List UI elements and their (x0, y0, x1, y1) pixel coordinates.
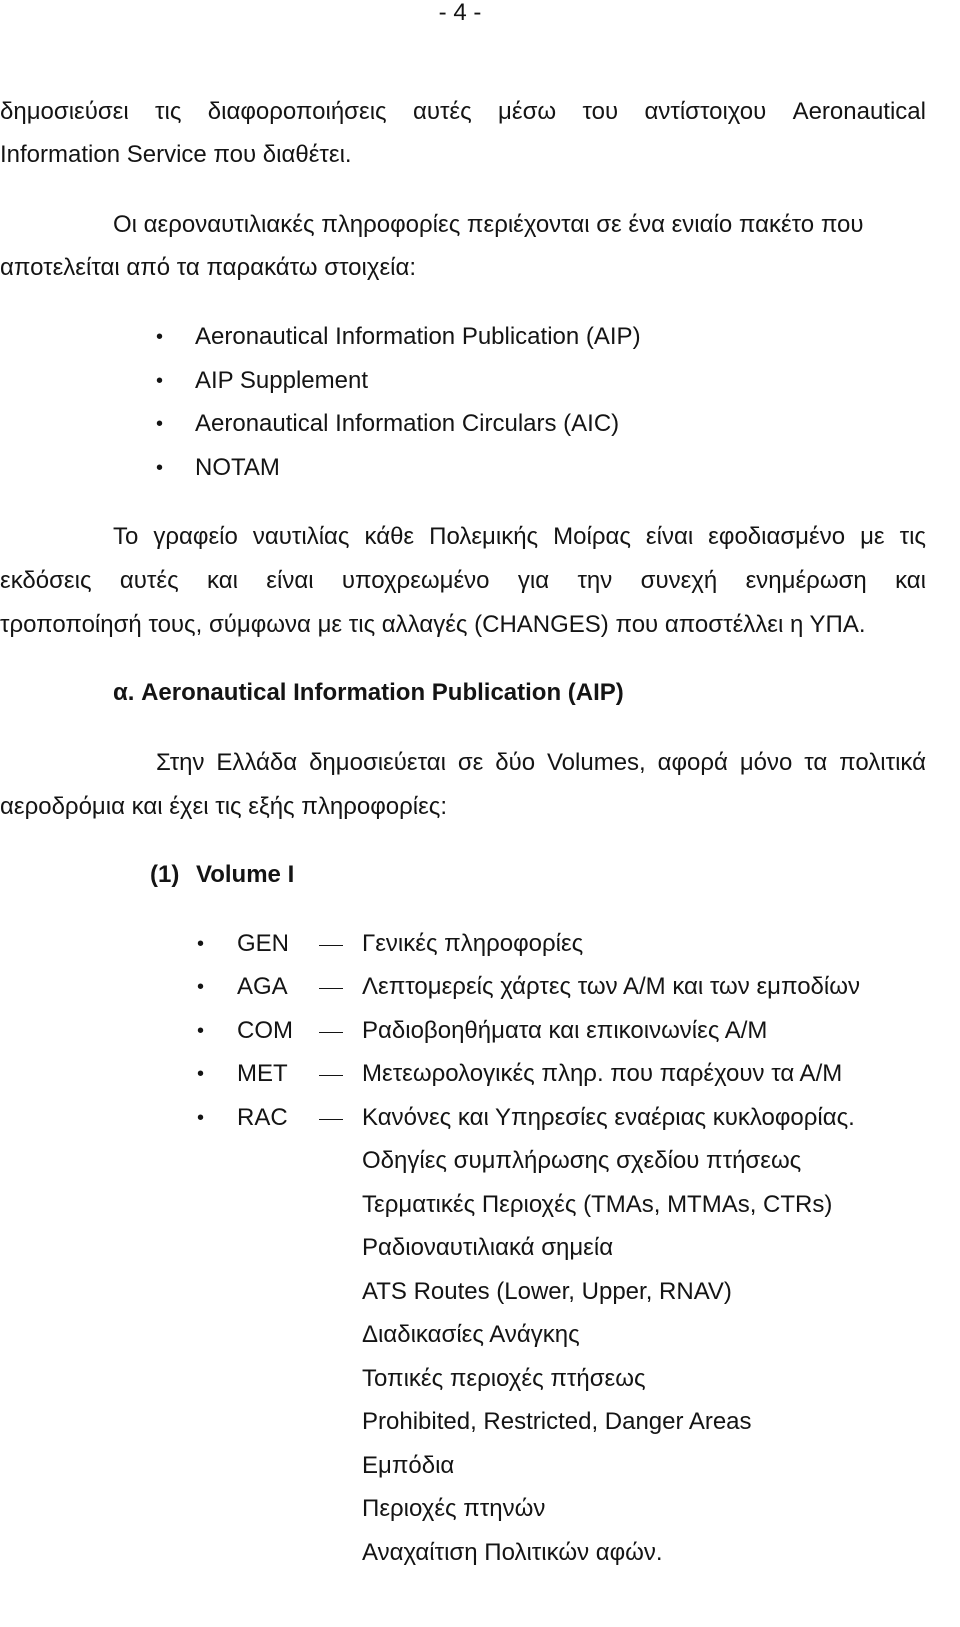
bullet: • (156, 326, 164, 348)
item-code: RAC (237, 1104, 288, 1131)
rac-detail-item: Περιοχές πτηνών (362, 1495, 546, 1522)
dash (319, 988, 343, 989)
paragraph3-line-2: εκδόσεις αυτές και είναι υποχρεωμένο για την συνεχή ενημέρωση και (0, 567, 926, 594)
list-item: Aeronautical Information Circulars (AIC) (195, 410, 620, 437)
bullet: • (197, 1020, 205, 1042)
rac-detail-item: Αναχαίτιση Πολιτικών αφών. (362, 1539, 663, 1566)
bullet: • (197, 933, 205, 955)
paragraph3-line-3: τροποποίησή τους, σύμφωνα με τις αλλαγές (CHANGES) που αποστέλλει η ΥΠΑ. (0, 611, 866, 638)
bullet: • (156, 370, 164, 392)
rac-detail-item: Τερματικές Περιοχές (TMAs, MTMAs, CTRs) (362, 1191, 833, 1218)
dash (319, 945, 343, 946)
bullet: • (197, 1107, 205, 1129)
rac-detail-item: Εμπόδια (362, 1452, 455, 1479)
rac-detail-item: Οδηγίες συμπλήρωσης σχεδίου πτήσεως (362, 1147, 802, 1174)
bullet: • (156, 413, 164, 435)
paragraph2-line-1: Οι αεροναυτιλιακές πληροφορίες περιέχονται σε ένα ενιαίο πακέτο που (113, 211, 864, 238)
rac-detail-item: Prohibited, Restricted, Danger Areas (362, 1408, 752, 1435)
item-description: Γενικές πληροφορίες (362, 930, 584, 957)
volume-title: Volume I (196, 861, 295, 888)
list-item: AIP Supplement (195, 367, 369, 394)
item-code: AGA (237, 973, 288, 1000)
item-description: Κανόνες και Υπηρεσίες εναέριας κυκλοφορίας. (362, 1104, 855, 1131)
list-item: Aeronautical Information Publication (AIP) (195, 323, 641, 350)
item-code: COM (237, 1017, 293, 1044)
section-a-line-1: Στην Ελλάδα δημοσιεύεται σε δύο Volumes, αφορά μόνο τα πολιτικά (156, 749, 926, 776)
item-description: Μετεωρολογικές πληρ. που παρέχουν τα Α/Μ (362, 1060, 843, 1087)
rac-detail-item: Τοπικές περιοχές πτήσεως (362, 1365, 646, 1392)
intro-line-2: Information Service που διαθέτει. (0, 141, 352, 168)
bullet: • (197, 976, 205, 998)
item-code: MET (237, 1060, 288, 1087)
paragraph2-line-2: αποτελείται από τα παρακάτω στοιχεία: (0, 254, 417, 281)
bullet: • (156, 457, 164, 479)
section-heading: α. Aeronautical Information Publication (AIP) (113, 679, 624, 706)
dash (319, 1032, 343, 1033)
volume-number: (1) (150, 861, 180, 888)
item-description: Ραδιοβοηθήματα και επικοινωνίες Α/Μ (362, 1017, 768, 1044)
intro-line-1: δημοσιεύσει τις διαφοροποιήσεις αυτές μέσω του αντίστοιχου Aeronautical (0, 98, 926, 125)
rac-detail-item: ATS Routes (Lower, Upper, RNAV) (362, 1278, 732, 1305)
item-description: Λεπτομερείς χάρτες των Α/Μ και των εμποδίων (362, 973, 860, 1000)
rac-detail-item: Διαδικασίες Ανάγκης (362, 1321, 580, 1348)
list-item: NOTAM (195, 454, 280, 481)
dash (319, 1075, 343, 1076)
rac-detail-item: Ραδιοναυτιλιακά σημεία (362, 1234, 614, 1261)
section-a-line-2: αεροδρόμια και έχει τις εξής πληροφορίες: (0, 793, 448, 820)
item-code: GEN (237, 930, 290, 957)
dash (319, 1119, 343, 1120)
bullet: • (197, 1063, 205, 1085)
page-number: - 4 - (438, 0, 482, 26)
paragraph3-line-1: Το γραφείο ναυτιλίας κάθε Πολεμικής Μοίρας είναι εφοδιασμένο με τις (113, 523, 926, 550)
